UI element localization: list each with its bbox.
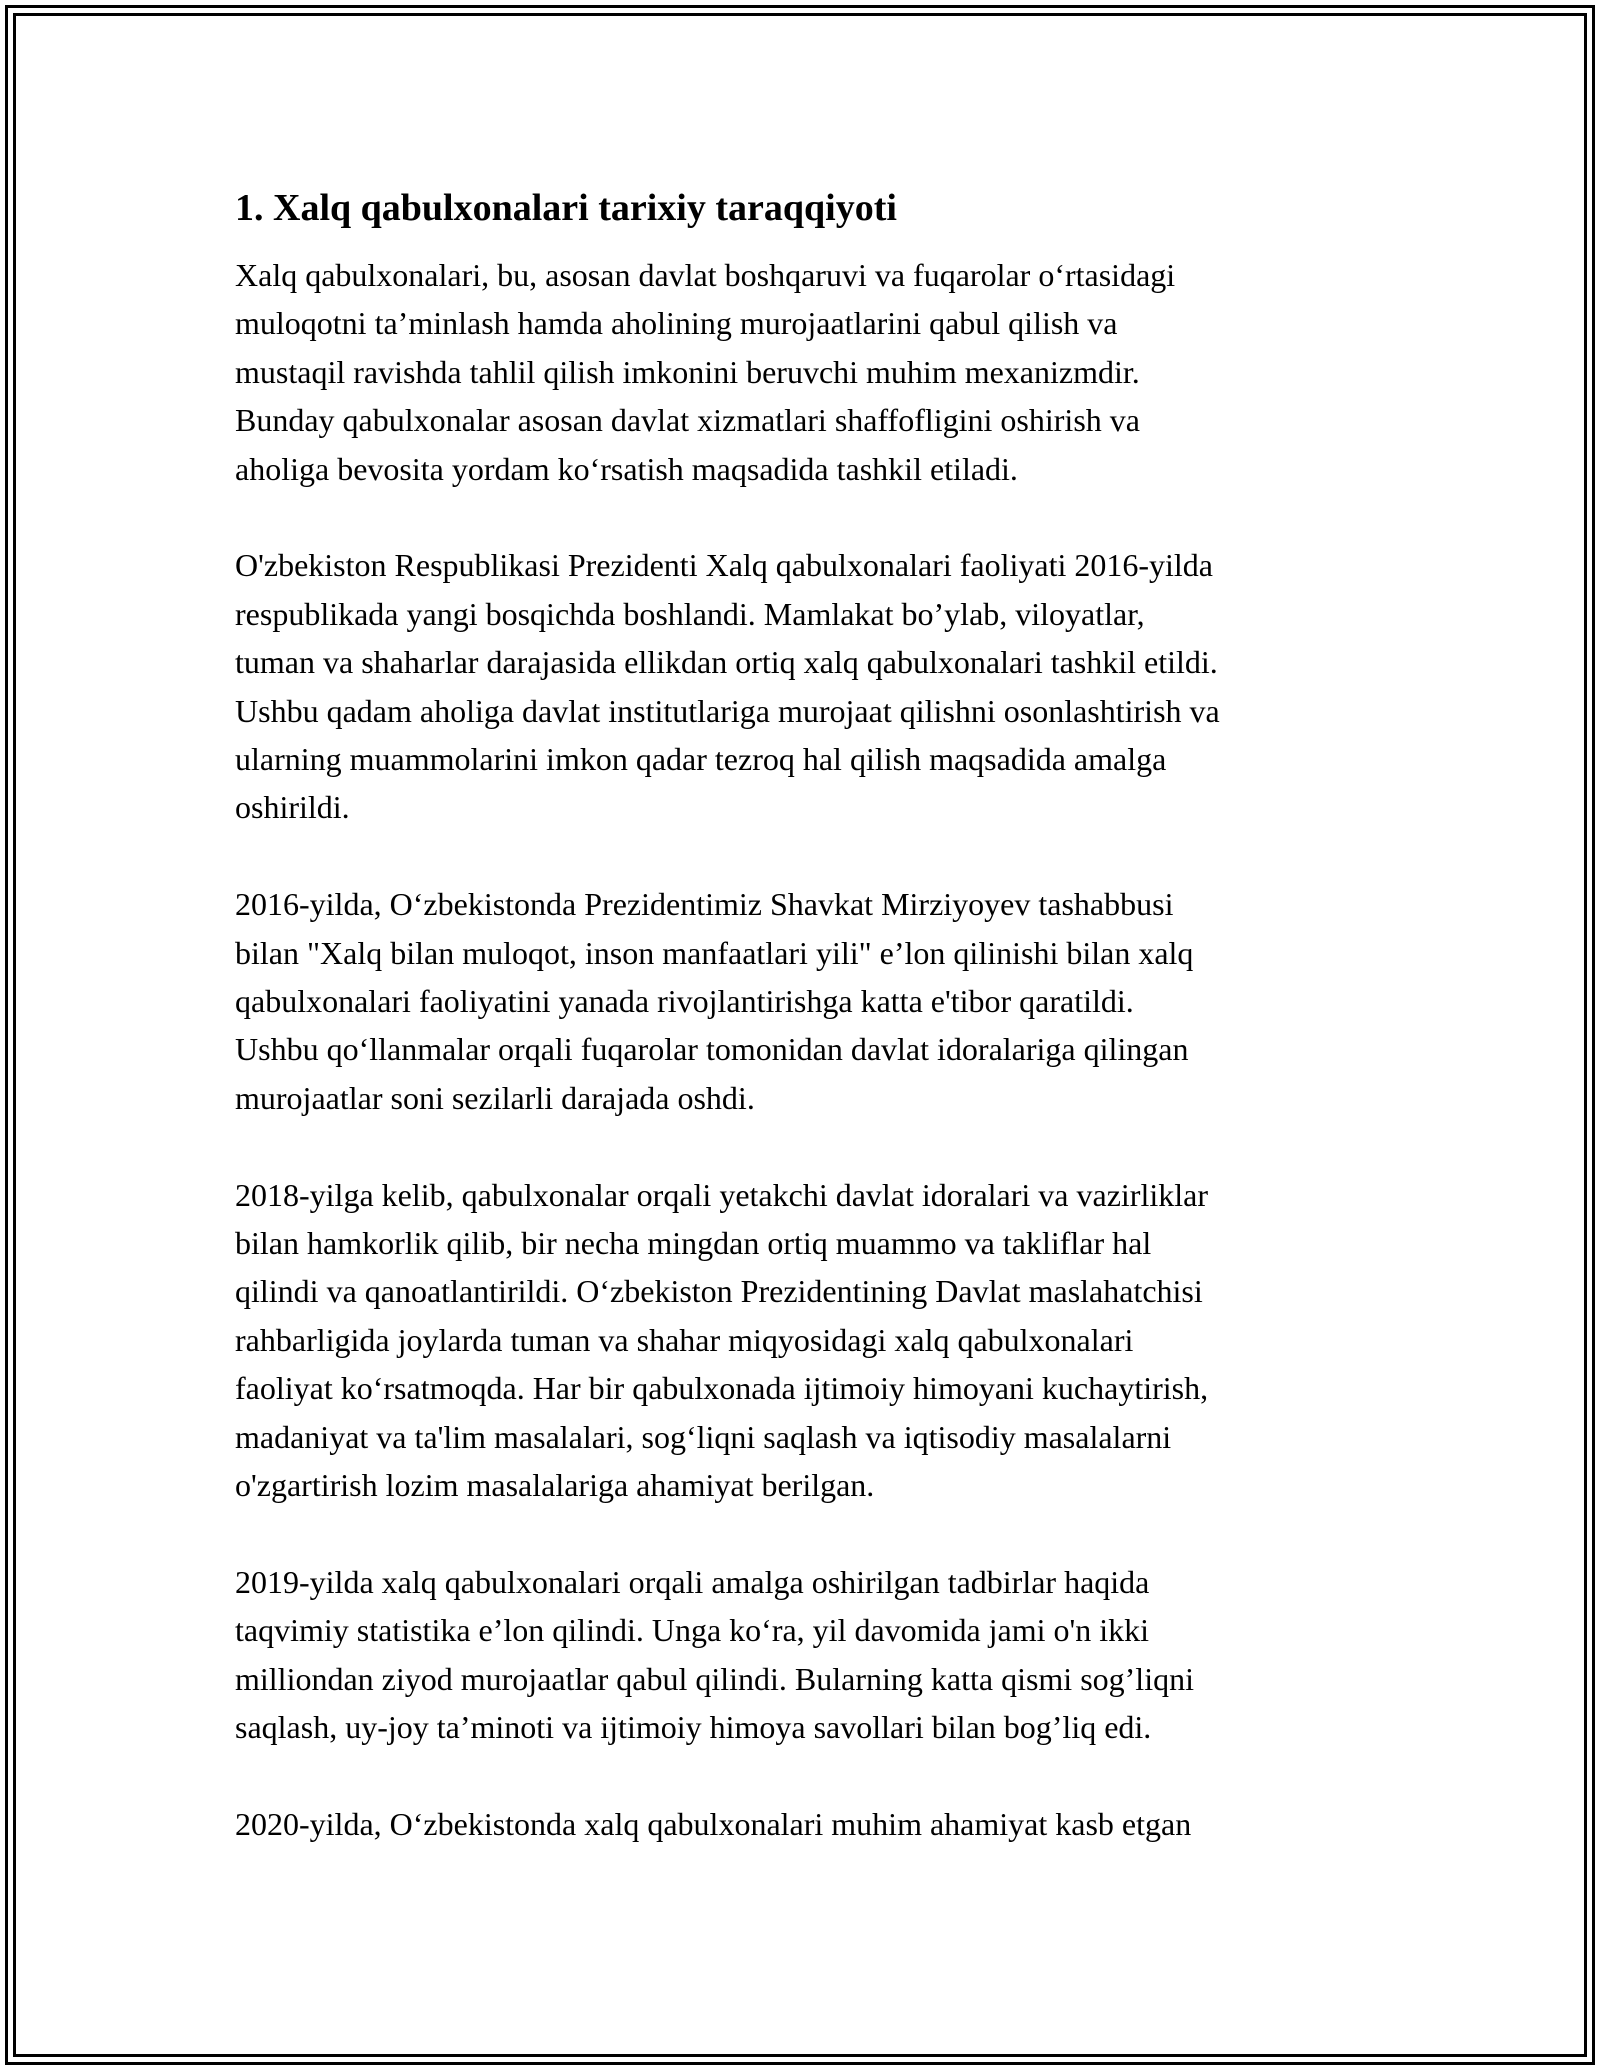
- paragraph-2016-dialogue-year: 2016-yilda, O‘zbekistonda Prezidentimiz Shavkat Mirziyoyev tashabbusi bilan "Xalq bilan muloqot, inson manfaatlari yili" e’lon qilinishi bilan xalq qabulxonalari faoliyatini yanada rivojlantirishga katta e'tibor qaratildi. Ushbu qo‘llanmalar orqali fuqarolar tomonidan davlat idoralariga qilingan murojaatlar soni sezilarli darajada oshdi.: [235, 886, 1194, 1116]
- section-heading: 1. Xalq qabulxonalari tarixiy taraqqiyoti: [235, 187, 897, 229]
- document-body: [235, 183, 1375, 1848]
- paragraph-2018: 2018-yilga kelib, qabulxonalar orqali yetakchi davlat idoralari va vazirliklar bilan hamkorlik qilib, bir necha mingdan ortiq muammo va takliflar hal qilindi va qanoatlantirildi. O‘zbekiston Prezidentining Davlat maslahatchisi rahbarligida joylarda tuman va shahar miqyosidagi xalq qabulxonalari faoliyat ko‘rsatmoqda. Har bir qabulxonada ijtimoiy himoyani kuchaytirish, madaniyat va ta'lim masalalari, sog‘liqni saqlash va iqtisodiy masalalarni o'zgartirish lozim masalalariga ahamiyat berilgan.: [235, 1176, 1209, 1504]
- paragraph-2019: 2019-yilda xalq qabulxonalari orqali amalga oshirilgan tadbirlar haqida taqvimiy statistika e’lon qilindi. Unga ko‘ra, yil davomida jami o'n ikki milliondan ziyod murojaatlar qabul qilindi. Bularning katta qismi sog’liqni saqlash, uy-joy ta’minoti va ijtimoiy himoya savollari bilan bog’liq edi.: [235, 1563, 1194, 1746]
- paragraph-2016-start: O'zbekiston Respublikasi Prezidenti Xalq qabulxonalari faoliyati 2016-yilda respublikada yangi bosqichda boshlandi. Mamlakat bo’ylab, viloyatlar, tuman va shaharlar darajasida ellikdan ortiq xalq qabulxonalari tashkil etildi. Ushbu qadam aholiga davlat institutlariga murojaat qilishni osonlashtirish va ularning muammolarini imkon qadar tezroq hal qilish maqsadida amalga oshirildi.: [235, 547, 1220, 826]
- paragraph-intro: Xalq qabulxonalari, bu, asosan davlat boshqaruvi va fuqarolar o‘rtasidagi muloqotni ta’minlash hamda aholining murojaatlarini qabul qilish va mustaqil ravishda tahlil qilish imkonini beruvchi muhim mexanizmdir. Bunday qabulxonalar asosan davlat xizmatlari shaffofligini oshirish va aholiga bevosita yordam ko‘rsatish maqsadida tashkil etiladi.: [235, 257, 1176, 487]
- paragraph-2020: 2020-yilda, O‘zbekistonda xalq qabulxonalari muhim ahamiyat kasb etgan: [235, 1805, 1192, 1842]
